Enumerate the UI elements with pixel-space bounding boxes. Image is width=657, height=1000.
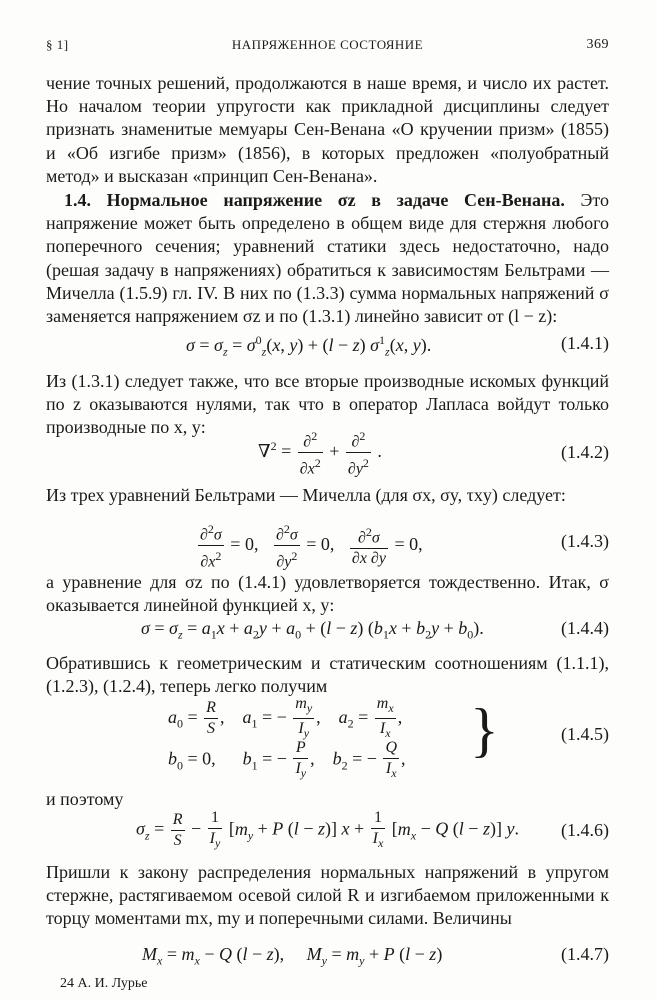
paragraph-8: Пришли к закону распределения нормальных напряжений в упругом стержне, растягиваемом осевой силой R и изгибаемом приложенными к торцу моментами mx, my и поперечными силами. Величины	[46, 862, 609, 929]
equation-number-2: (1.4.2)	[561, 442, 609, 462]
equation-number-6: (1.4.6)	[561, 820, 609, 840]
equation-number-3: (1.4.3)	[561, 531, 609, 551]
header-title: НАПРЯЖЕННОЕ СОСТОЯНИЕ	[231, 37, 424, 52]
paragraph-2	[46, 189, 609, 328]
equation-number-4: (1.4.4)	[561, 618, 609, 638]
paragraph-7: и поэтому	[46, 789, 124, 809]
footer-signature: 24 А. И. Лурье	[60, 976, 148, 991]
equation-1-4-7: $M_x = m_x - Q$ (l − z), $M_y = m_y + P$ (l − z) (1.4.7)	[142, 944, 609, 968]
paragraph-5: а уравнение для σz по (1.4.1) удовлетворяется тождественно. Итак, σ оказывается линейной функцией x, y:	[46, 572, 609, 616]
equation-1-4-6: $\sigma_z$ = $\frac{R}{S}$ − $\frac{1}{I_y}$ [$m_y + P$ (l − z)] x + $\frac{1}{I_x}$ [$m_x - Q$ (l − z)] y. (1.4.6)	[136, 809, 609, 851]
page	[46, 0, 609, 1000]
equation-1-4-5: $a_0$ = $\frac{R}{S}$ , $a_1$ = − $\frac{m_y}{I_y}$ , $a_2$ = $\frac{m_x}{I_x}$ , $b_0 = 0$, $b_1$ = − $\frac{P}{I_y}$ , $b_2$ = − $\frac{Q}{I_x}$ , } (1.4.5)	[168, 695, 609, 781]
paragraph-2-body: Это напряжение может быть определено в общем виде для стержня любого поперечного сечения; уравнений статики здесь недостаточно, надо (решая задачу в напряжениях) обратиться к зависимостям Бельтрами — Мичелла (1.5.9) гл. IV. В них по (1.3.3) сумма нормальных напряжений σ заменяется напряжением σz и по (1.3.1) линейно зависит от (l − z):	[46, 190, 609, 327]
page-number: 369	[586, 37, 609, 52]
paragraph-1: чение точных решений, продолжаются в наше время, и число их растет. Но началом теории упругости как прикладной дисциплины следует признать знаменитые мемуары Сен-Венана «О кручении призм» (1855) и «Об изгибе призм» (1856), в которых предложен «полуобратный метод» и высказан «принцип Сен-Венана».	[46, 73, 609, 186]
paragraph-3: Из (1.3.1) следует также, что все вторые производные искомых функций по z оказываются нулями, так что в оператор Лапласа войдут только производные по x, y:	[46, 371, 609, 438]
equation-number-7: (1.4.7)	[561, 944, 609, 964]
equation-1-4-3: $\frac{\partial^2\sigma}{\partial x^2}$ = 0, $\frac{\partial^2\sigma}{\partial y^2}$ = 0, $\frac{\partial^2\sigma}{\partial x \partial y}$ = 0, (1.4.3)	[46, 519, 609, 559]
paragraph-6: Обратившись к геометрическим и статическим соотношениям (1.1.1), (1.2.3), (1.2.4), теперь легко получим	[46, 653, 609, 697]
right-brace: }	[470, 697, 499, 763]
equation-1-4-4: $\sigma = \sigma_z = a_1x + a_2y + a_0 + (l - z) (b_1x + b_2y + b_0)$. (1.4.4)	[141, 618, 609, 642]
equation-1-4-2: ∇$^2$ = $\frac{\partial^2}{\partial x^2}$ + $\frac{\partial^2}{\partial y^2}$ . (1.4.2)	[46, 430, 609, 470]
running-header	[46, 37, 609, 55]
equation-1-4-1: $\sigma = \sigma_z = \sigma^0_z(x$, y) + (l − z) $\sigma^1_z(x$, y). (1.4.1)	[186, 333, 609, 359]
section-heading: 1.4. Нормальное напряжение σz в задаче Сен-Венана.	[64, 190, 565, 210]
equation-number-5: (1.4.5)	[561, 724, 609, 744]
equation-number-1: (1.4.1)	[561, 333, 609, 353]
header-section: § 1]	[46, 37, 69, 52]
paragraph-4: Из трех уравнений Бельтрами — Мичелла (для σx, σy, τxy) следует:	[46, 485, 566, 505]
